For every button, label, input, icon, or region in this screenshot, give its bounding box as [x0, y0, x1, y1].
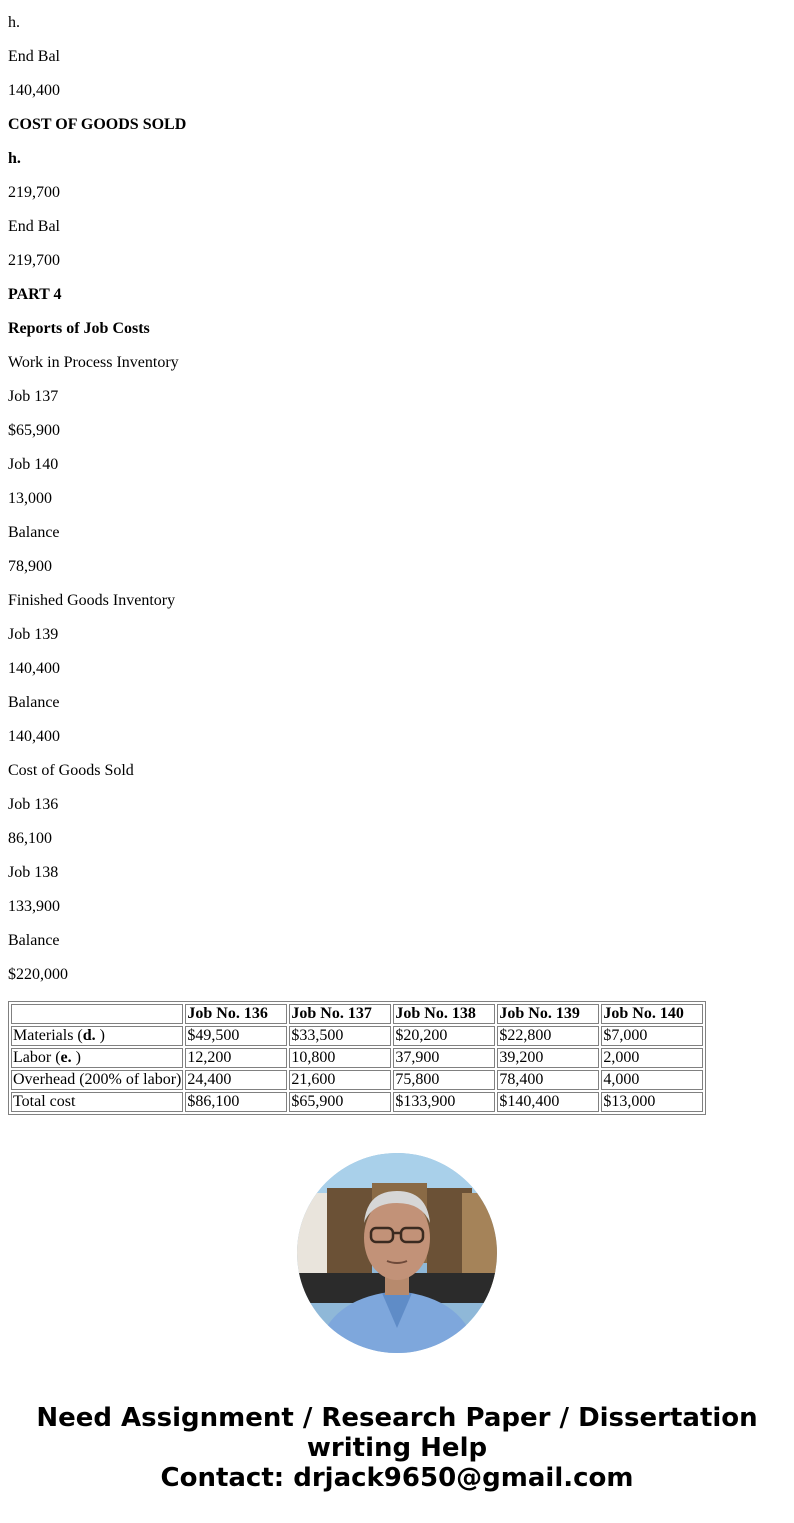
text-line: 133,900 [8, 898, 60, 915]
text-line: h. [8, 14, 20, 31]
text-line: Job 140 [8, 456, 59, 473]
table-cell: 24,400 [185, 1070, 287, 1090]
text-line: $65,900 [8, 422, 60, 439]
table-cell: $13,000 [601, 1092, 703, 1112]
text-line: End Bal [8, 48, 60, 65]
text-line: Balance [8, 694, 60, 711]
table-row [11, 1048, 703, 1068]
table-header-cell: Job No. 140 [601, 1004, 703, 1024]
table-row [11, 1026, 703, 1046]
table-cell: $140,400 [497, 1092, 599, 1112]
row-label [11, 1092, 183, 1112]
row-label-text: Overhead (200% of labor) [13, 1071, 182, 1088]
part-heading: PART 4 [8, 286, 62, 303]
text-line: 219,700 [8, 252, 60, 269]
row-label-text: Labor ( [13, 1049, 61, 1066]
table-cell: 75,800 [393, 1070, 495, 1090]
table-row [11, 1070, 703, 1090]
table-cell: 39,200 [497, 1048, 599, 1068]
table-cell: $49,500 [185, 1026, 287, 1046]
text-line: Job 138 [8, 864, 59, 881]
table-row [11, 1092, 703, 1112]
text-line: Job 139 [8, 626, 59, 643]
avatar-portrait [297, 1153, 497, 1353]
text-line: End Bal [8, 218, 60, 235]
promo-contact: Contact: drjack9650@gmail.com [160, 1463, 634, 1493]
row-label [11, 1026, 183, 1046]
table-cell: 37,900 [393, 1048, 495, 1068]
section-heading: Reports of Job Costs [8, 320, 150, 337]
row-label-text: ) [95, 1027, 105, 1044]
text-line: 219,700 [8, 184, 60, 201]
promo-banner [0, 1403, 794, 1493]
promo-line: writing Help [306, 1433, 488, 1463]
table-cell: 10,800 [289, 1048, 391, 1068]
table-header-cell: Job No. 137 [289, 1004, 391, 1024]
table-header-cell: Job No. 138 [393, 1004, 495, 1024]
text-line: Balance [8, 524, 60, 541]
text-line: 140,400 [8, 728, 60, 745]
section-heading: COST OF GOODS SOLD [8, 116, 187, 133]
text-line: Job 137 [8, 388, 59, 405]
table-header-cell: Job No. 139 [497, 1004, 599, 1024]
text-line: Finished Goods Inventory [8, 592, 176, 609]
text-line: Job 136 [8, 796, 59, 813]
table-cell: 12,200 [185, 1048, 287, 1068]
row-label [11, 1070, 183, 1090]
document-body [8, 0, 788, 986]
promo-line: Need Assignment / Research Paper / Dissertation [36, 1403, 758, 1433]
row-label-text: Materials ( [13, 1027, 83, 1044]
text-line: 13,000 [8, 490, 52, 507]
table-cell: 21,600 [289, 1070, 391, 1090]
table-header-row [11, 1004, 703, 1024]
text-line: 140,400 [8, 82, 60, 99]
table-cell: $133,900 [393, 1092, 495, 1112]
text-line: $220,000 [8, 966, 68, 983]
table-cell: $22,800 [497, 1026, 599, 1046]
row-label-text: ) [71, 1049, 81, 1066]
text-line: Balance [8, 932, 60, 949]
table-cell: 2,000 [601, 1048, 703, 1068]
row-label-ref: d. [82, 1027, 96, 1044]
text-line: 86,100 [8, 830, 52, 847]
text-line: Cost of Goods Sold [8, 762, 134, 779]
table-cell: $65,900 [289, 1092, 391, 1112]
section-heading: h. [8, 150, 21, 167]
job-cost-table [8, 1001, 706, 1115]
table-cell: $7,000 [601, 1026, 703, 1046]
row-label [11, 1048, 183, 1068]
table-cell: $86,100 [185, 1092, 287, 1112]
text-line: 78,900 [8, 558, 52, 575]
table-cell: 4,000 [601, 1070, 703, 1090]
author-avatar [297, 1153, 497, 1353]
text-line: Work in Process Inventory [8, 354, 179, 371]
table-header-cell [11, 1004, 183, 1024]
text-line: 140,400 [8, 660, 60, 677]
row-label-ref: e. [60, 1049, 72, 1066]
table-cell: 78,400 [497, 1070, 599, 1090]
row-label-text: Total cost [13, 1093, 76, 1110]
table-header-cell: Job No. 136 [185, 1004, 287, 1024]
table-cell: $20,200 [393, 1026, 495, 1046]
table-cell: $33,500 [289, 1026, 391, 1046]
